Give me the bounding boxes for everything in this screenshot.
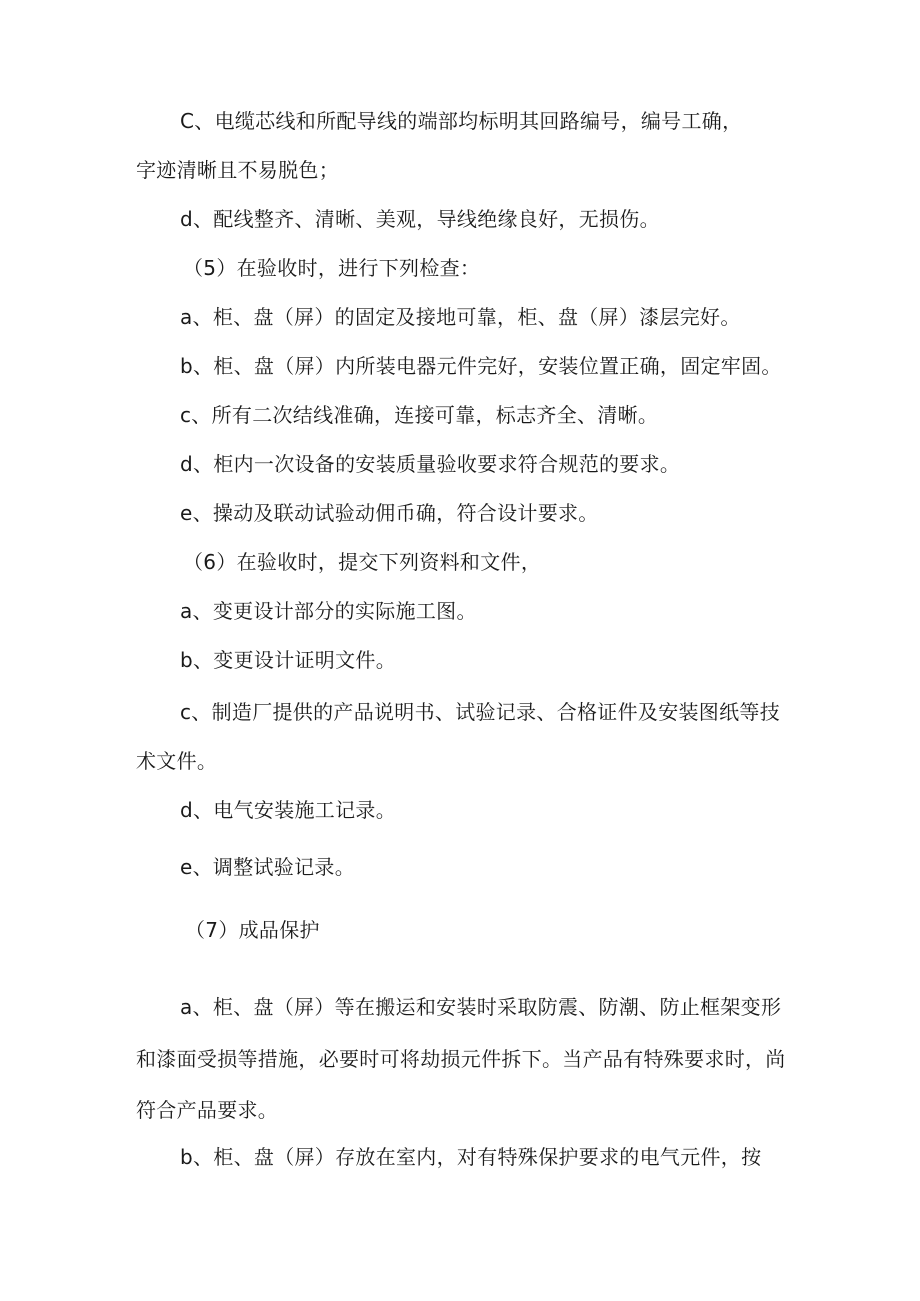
paragraph-line: a、变更设计部分的实际施工图。 [180, 599, 477, 623]
paragraph-line: 术文件。 [136, 749, 218, 773]
paragraph-line: b、柜、盘（屏）存放在室内，对有特殊保护要求的电气元件，按 [180, 1145, 762, 1169]
paragraph-line: 和漆面受损等措施，必要时可将劫损元件拆下。当产品有特殊要求时，尚 [136, 1047, 786, 1071]
paragraph-line: C、电缆芯线和所配导线的端部均标明其回路编号，编号工确， [180, 109, 743, 133]
paragraph-line: 字迹清晰且不易脱色； [136, 158, 339, 182]
paragraph-line: d、柜内一次设备的安装质量验收要求符合规范的要求。 [180, 452, 681, 476]
paragraph-line: d、电气安装施工记录。 [180, 798, 396, 822]
paragraph-line: e、调整试验记录。 [180, 855, 356, 879]
paragraph-line: e、操动及联动试验动佣币确，符合设计要求。 [180, 501, 599, 525]
paragraph-line: a、柜、盘（屏）等在搬运和安装时采取防震、防潮、防止框架变形 [180, 995, 782, 1019]
paragraph-line: 符合产品要求。 [136, 1098, 279, 1122]
paragraph-line: b、变更设计证明文件。 [180, 648, 396, 672]
paragraph-line: c、所有二次结线准确，连接可靠，标志齐全、清晰。 [180, 403, 659, 427]
section-heading-6: （6）在验收时，提交下列资料和文件， [183, 550, 542, 574]
paragraph-line: d、配线整齐、清晰、美观，导线绝缘良好，无损伤。 [180, 207, 660, 231]
section-heading-5: （5）在验收时，进行下列检查： [183, 256, 481, 280]
paragraph-line: c、制造厂提供的产品说明书、试验记录、合格证件及安装图纸等技 [180, 700, 780, 724]
paragraph-line: b、柜、盘（屏）内所装电器元件完好，安装位置正确，固定牢固。 [180, 354, 782, 378]
paragraph-line: a、柜、盘（屏）的固定及接地可靠，柜、盘（屏）漆层完好。 [180, 305, 741, 329]
section-heading-7: （7）成品保护 [185, 918, 320, 942]
